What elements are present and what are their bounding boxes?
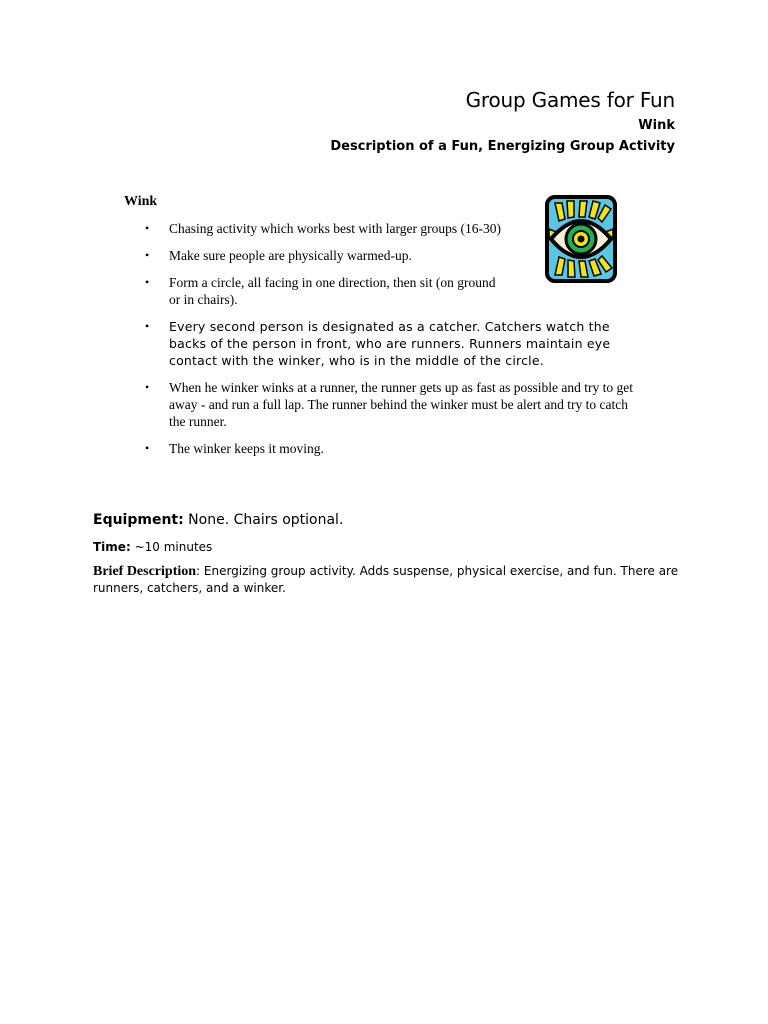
- section-title: Wink: [124, 194, 158, 209]
- brief-description-label: Brief Description: [93, 564, 197, 579]
- time-label: Time:: [93, 540, 131, 554]
- game-name: Wink: [638, 118, 675, 133]
- list-item: • Make sure people are physically warmed-up.: [145, 248, 412, 263]
- bullet-icon: •: [145, 319, 150, 333]
- list-item: • Every second person is designated as a catcher. Catchers watch the backs of the person in front, who are runners. Runners maintain eye contact with the winker, who is in the middle of the circle.: [145, 319, 611, 368]
- list-item: • The winker keeps it moving.: [145, 441, 324, 456]
- list-item: • When he winker winks at a runner, the runner gets up as fast as possible and try to get away - and run a full lap. The runner behind the winker must be alert and try to catch the runner.: [145, 380, 633, 429]
- bullet-icon: •: [145, 380, 150, 394]
- eye-illustration: [545, 195, 617, 283]
- eye-icon: [545, 195, 617, 283]
- equipment-value: None. Chairs optional.: [183, 512, 344, 528]
- brief-description-value: : Energizing group activity. Adds suspense, physical exercise, and fun. There are runners, catchers, and a winker.: [93, 564, 679, 595]
- description-heading: Description of a Fun, Energizing Group Activity: [330, 139, 675, 154]
- time-line: [93, 540, 212, 554]
- brief-description: [93, 563, 693, 597]
- list-item: • Form a circle, all facing in one direction, then sit (on ground or in chairs).: [145, 275, 496, 307]
- bullet-icon: •: [145, 275, 150, 289]
- document-header: [330, 88, 675, 154]
- bullet-icon: •: [145, 441, 150, 455]
- time-value: ~10 minutes: [130, 540, 213, 554]
- document-title: Group Games for Fun: [465, 88, 675, 112]
- bullet-icon: •: [145, 221, 150, 235]
- bullet-icon: •: [145, 248, 150, 262]
- list-item: • Chasing activity which works best with larger groups (16-30): [145, 221, 501, 236]
- equipment-line: [93, 512, 343, 528]
- equipment-label: Equipment:: [93, 512, 184, 528]
